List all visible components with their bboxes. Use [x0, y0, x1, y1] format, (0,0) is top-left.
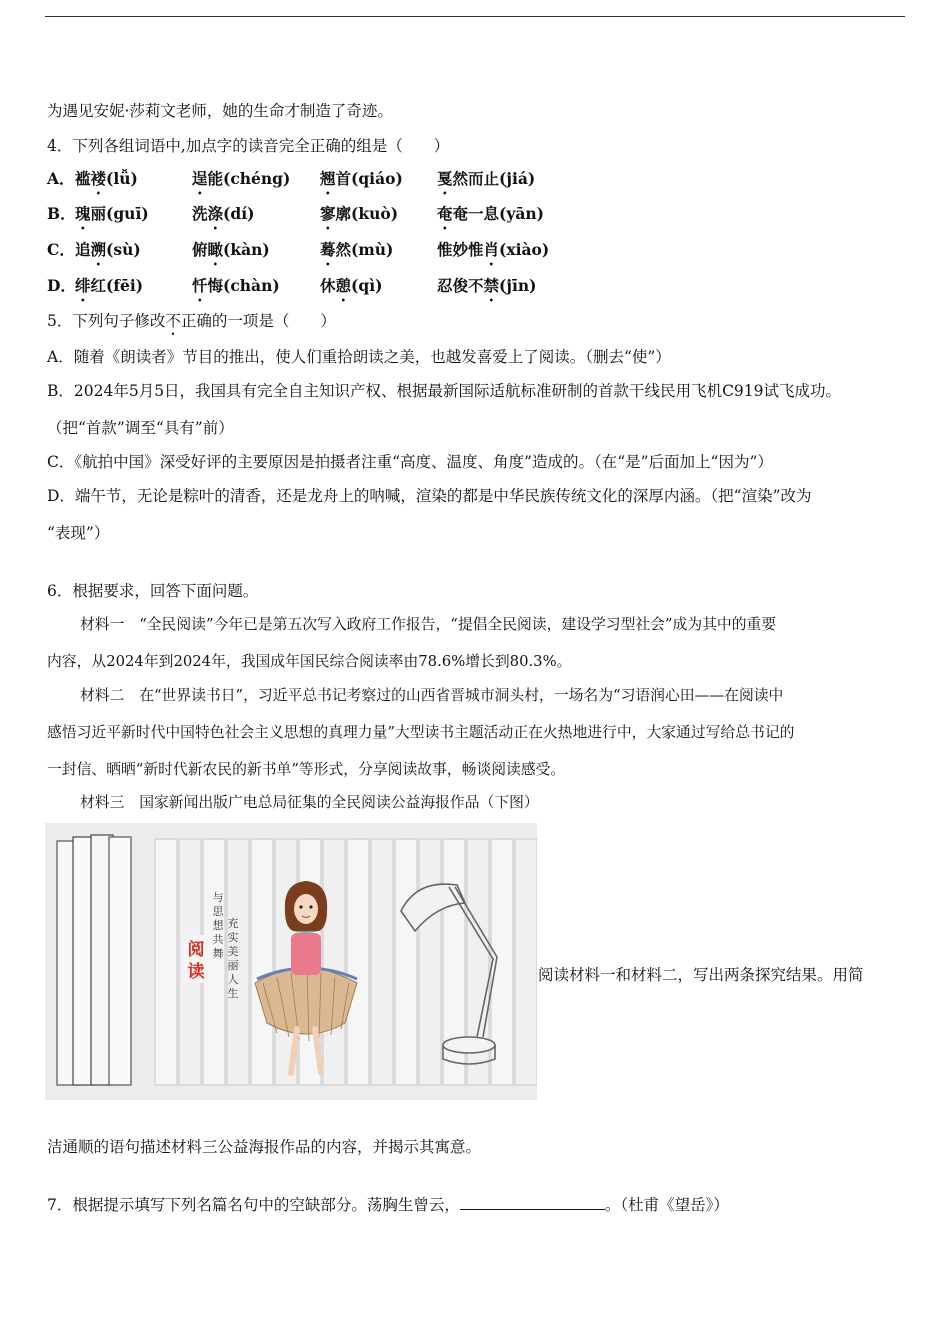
dotted-char: 蓦: [320, 240, 336, 259]
dotted-char: 寥: [320, 204, 336, 223]
dotted-char: 奄: [437, 204, 453, 223]
book-spine: [323, 839, 345, 1085]
poster-slogan-1: 与思想共舞: [212, 891, 224, 960]
q6-material3: 材料三 国家新闻出版广电总局征集的全民阅读公益海报作品（下图）: [80, 794, 539, 811]
q4-option-label: D．: [47, 276, 76, 295]
dotted-char: 溯: [90, 240, 107, 259]
q6-material2-line3: 一封信、晒晒“新时代新农民的新书单”等形式，分享阅读故事，畅谈阅读感受。: [47, 761, 566, 778]
dotted-char: 瞰: [207, 240, 224, 259]
q4-option-word: 蓦然(mù): [320, 240, 394, 259]
q5-option-b-line1: B．2024年5月5日，我国具有完全自主知识产权、根据最新国际适航标准研制的首款干线民用飞机C919试飞成功。: [47, 382, 842, 400]
q5-option-a: A．随着《朗读者》节目的推出，使人们重拾朗读之美，也越发喜爱上了阅读。（删去“使”）: [47, 348, 671, 366]
dotted-char: 涤: [207, 204, 224, 223]
q6-material2-line1: 材料二 在“世界读书日”，习近平总书记考察过的山西省晋城市洞头村，一场名为“习语润心田——在阅读中: [80, 687, 784, 704]
q4-option-word: 追溯(sù): [75, 240, 141, 259]
book-spine: [347, 839, 369, 1085]
q6-instruction-line1: 阅读材料一和材料二，写出两条探究结果。用简: [538, 966, 864, 984]
q4-option-word: 俯瞰(kàn): [192, 240, 270, 259]
book-spine: [155, 839, 177, 1085]
q5-option-d-line1: D．端午节，无论是粽叶的清香，还是龙舟上的呐喊，渲染的都是中华民族传统文化的深厚内涵。（把“渲染”改为: [47, 487, 812, 505]
reading-poster-image: [45, 823, 537, 1100]
q4-option-word: 奄奄一息(yān): [437, 204, 545, 223]
q5-option-d-line2: “表现”）: [47, 524, 110, 542]
q6-material1-line2: 内容，从2024年到2024年，我国成年国民综合阅读率由78.6%增长到80.3%。: [47, 653, 572, 670]
q4-option-word: 翘首(qiáo): [320, 169, 403, 188]
book-spine: [515, 839, 537, 1085]
q5-option-c: C．《航拍中国》深受好评的主要原因是拍摄者注重“高度、温度、角度”造成的。（在“是”后面加上“因为”）: [47, 453, 773, 471]
dotted-char: 憩: [335, 276, 352, 295]
q5-dotted-char: 不: [165, 312, 181, 330]
q7-answer-blank[interactable]: [460, 1195, 605, 1210]
q4-option-word: 逞能(chéng): [192, 169, 291, 188]
q4-option-word: 休憩(qì): [320, 276, 383, 295]
q4-option-word: 褴褛(lǚ): [75, 169, 138, 188]
dotted-char: 戛: [437, 169, 453, 188]
q4-option-label: B．: [47, 204, 76, 223]
poster-red-title: 阅读: [187, 940, 205, 982]
book-spine: [371, 839, 393, 1085]
q4-option-label: A．: [47, 169, 75, 188]
q4-option-word: 瑰丽(guī): [75, 204, 149, 223]
dotted-char: 肖: [483, 240, 500, 259]
book-spine: [419, 839, 441, 1085]
dotted-char: 瑰: [75, 204, 91, 223]
dotted-char: 绯: [75, 276, 91, 295]
book-spines: [57, 835, 131, 1085]
q4-option-word: 忍俊不禁(jīn): [437, 276, 537, 295]
q5-option-b-line2: （把“首款”调至“具有”前）: [47, 419, 234, 437]
intro-line: 为遇见安妮·莎莉文老师，她的生命才制造了奇迹。: [47, 102, 393, 120]
dotted-char: 翘: [320, 169, 336, 188]
q4-option-word: 寥廓(kuò): [320, 204, 399, 223]
q6-material2-line2: 感悟习近平新时代中国特色社会主义思想的真理力量”大型读书主题活动正在火热地进行中，大家通过写给总书记的: [47, 724, 795, 741]
q4-option-word: 忏悔(chàn): [192, 276, 280, 295]
poster-slogan-2: 充实美丽人生: [227, 917, 239, 1000]
q6-material1-line1: 材料一 “全民阅读”今年已是第五次写入政府工作报告，“提倡全民阅读，建设学习型社会”成为其中的重要: [80, 616, 777, 633]
q6-instruction-line2: 洁通顺的语句描述材料三公益海报作品的内容，并揭示其寓意。: [47, 1138, 482, 1156]
q4-option-word: 洗涤(dí): [192, 204, 255, 223]
q4-option-word: 绯红(fēi): [75, 276, 144, 295]
q4-option-word: 戛然而止(jiá): [437, 169, 536, 188]
q6-stem: 6．根据要求，回答下面问题。: [47, 582, 259, 600]
q4-option-label: C．: [47, 240, 75, 259]
girl-shirt: [291, 933, 321, 975]
book-spine: [395, 839, 417, 1085]
dotted-char: 忏: [192, 276, 208, 295]
q7-stem: 7．根据提示填写下列名篇名句中的空缺部分。荡胸生曾云， 。（杜甫《望岳》）: [47, 1196, 729, 1214]
dotted-char: 逞: [192, 169, 208, 188]
dotted-char: 褛: [90, 169, 107, 188]
book-spine: [251, 839, 273, 1085]
q4-stem: 4．下列各组词语中,加点字的读音完全正确的组是（ ）: [47, 137, 450, 155]
q4-option-word: 惟妙惟肖(xiào): [437, 240, 550, 259]
q5-stem: 5．下列句子修改不正确的一项是（ ）: [47, 312, 336, 330]
dotted-char: 禁: [483, 276, 500, 295]
header-rule: [45, 16, 905, 17]
